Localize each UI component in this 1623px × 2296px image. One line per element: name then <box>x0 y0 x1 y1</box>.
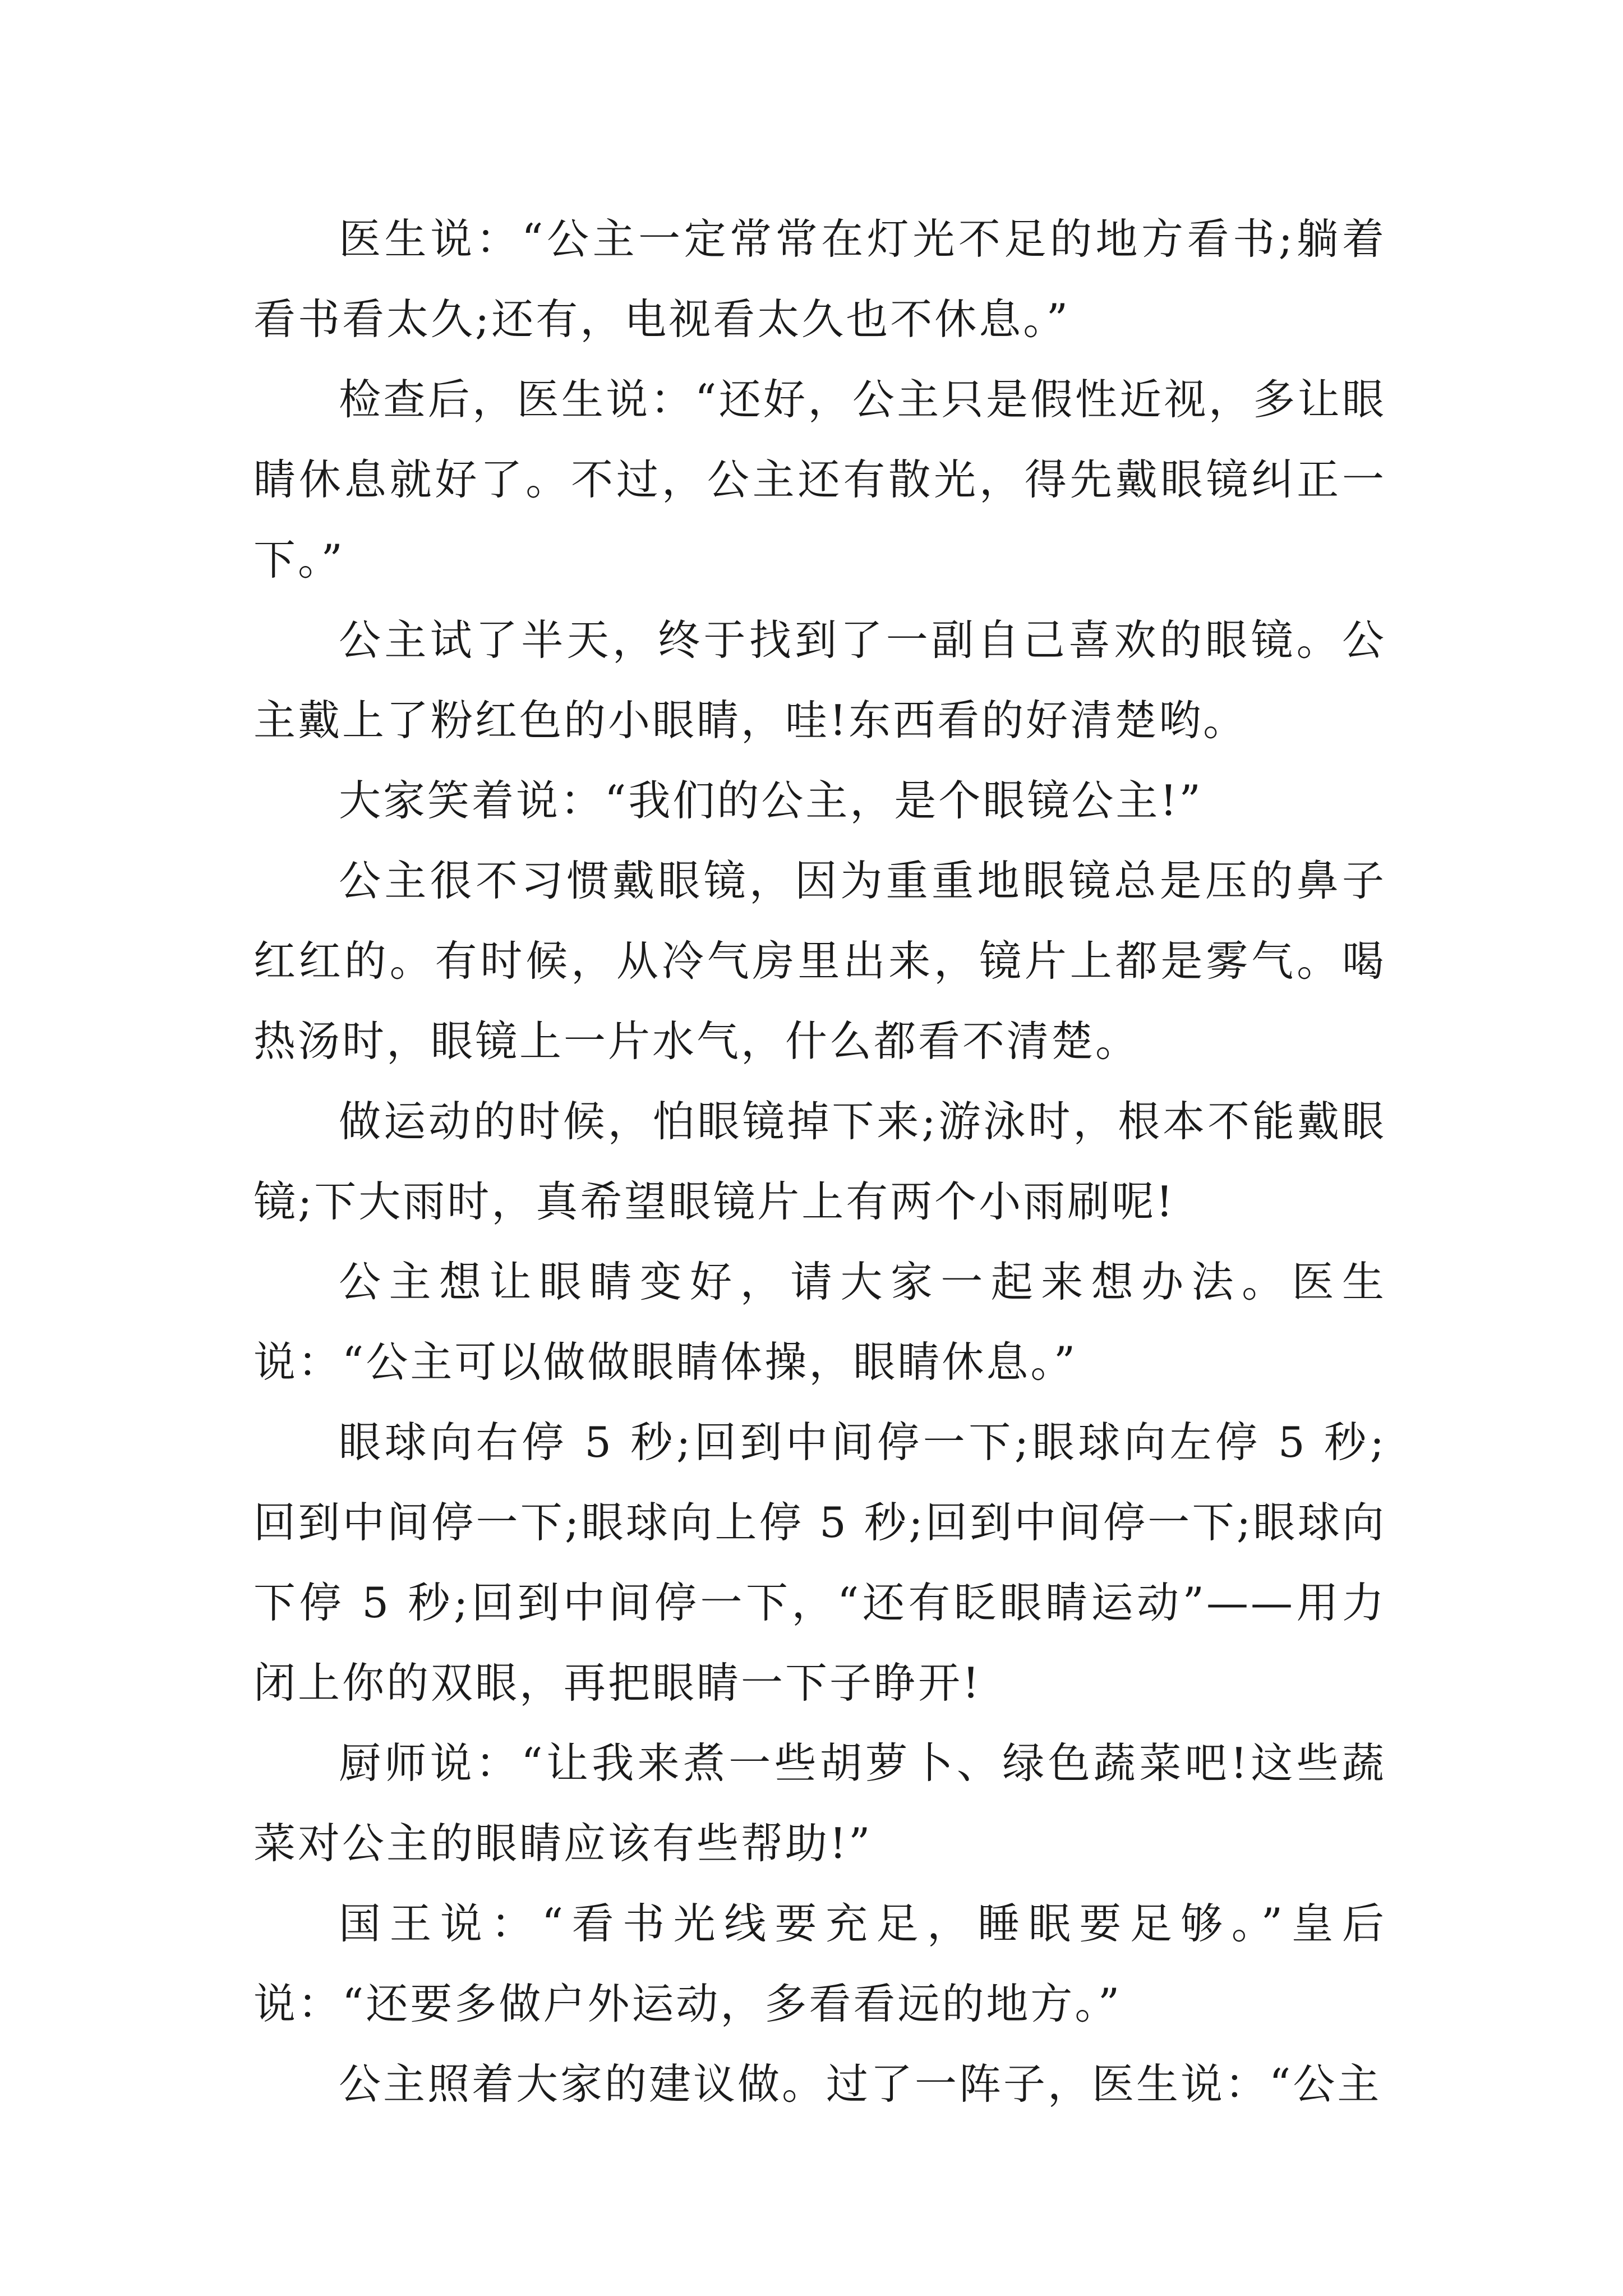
paragraph: 医生说：“公主一定常常在灯光不足的地方看书;躺着看书看太久;还有，电视看太久也不休息。” <box>253 214 1386 344</box>
paragraph: 做运动的时候，怕眼镜掉下来;游泳时，根本不能戴眼镜;下大雨时，真希望眼镜片上有两个小雨刷呢! <box>253 1097 1386 1226</box>
paragraph: 公主照着大家的建议做。过了一阵子，医生说：“公主 <box>339 2059 1382 2109</box>
paragraph: 公主想让眼睛变好，请大家一起来想办法。医生说：“公主可以做做眼睛体操，眼睛休息。” <box>253 1257 1386 1387</box>
paragraph: 公主试了半天，终于找到了一副自己喜欢的眼镜。公主戴上了粉红色的小眼睛，哇!东西看的好清楚哟。 <box>253 615 1386 745</box>
paragraph: 大家笑着说：“我们的公主，是个眼镜公主!” <box>339 776 1203 825</box>
body-text <box>253 199 1386 2124</box>
paragraph: 厨师说：“让我来煮一些胡萝卜、绿色蔬菜吧!这些蔬菜对公主的眼睛应该有些帮助!” <box>253 1738 1386 1868</box>
paragraph: 检查后，医生说：“还好，公主只是假性近视，多让眼睛休息就好了。不过，公主还有散光，得先戴眼镜纠正一下。” <box>253 375 1386 585</box>
paragraph: 公主很不习惯戴眼镜，因为重重地眼镜总是压的鼻子红红的。有时候，从冷气房里出来，镜片上都是雾气。喝热汤时，眼镜上一片水气，什么都看不清楚。 <box>253 856 1386 1066</box>
paragraph: 国王说：“看书光线要充足，睡眠要足够。”皇后说：“还要多做户外运动，多看看远的地方。” <box>253 1899 1386 2028</box>
paragraph: 眼球向右停 5 秒;回到中间停一下;眼球向左停 5 秒;回到中间停一下;眼球向上停 5 秒;回到中间停一下;眼球向下停 5 秒;回到中间停一下，“还有眨眼睛运动”——用力闭上你的双眼，再把眼睛一下子睁开! <box>253 1418 1386 1708</box>
